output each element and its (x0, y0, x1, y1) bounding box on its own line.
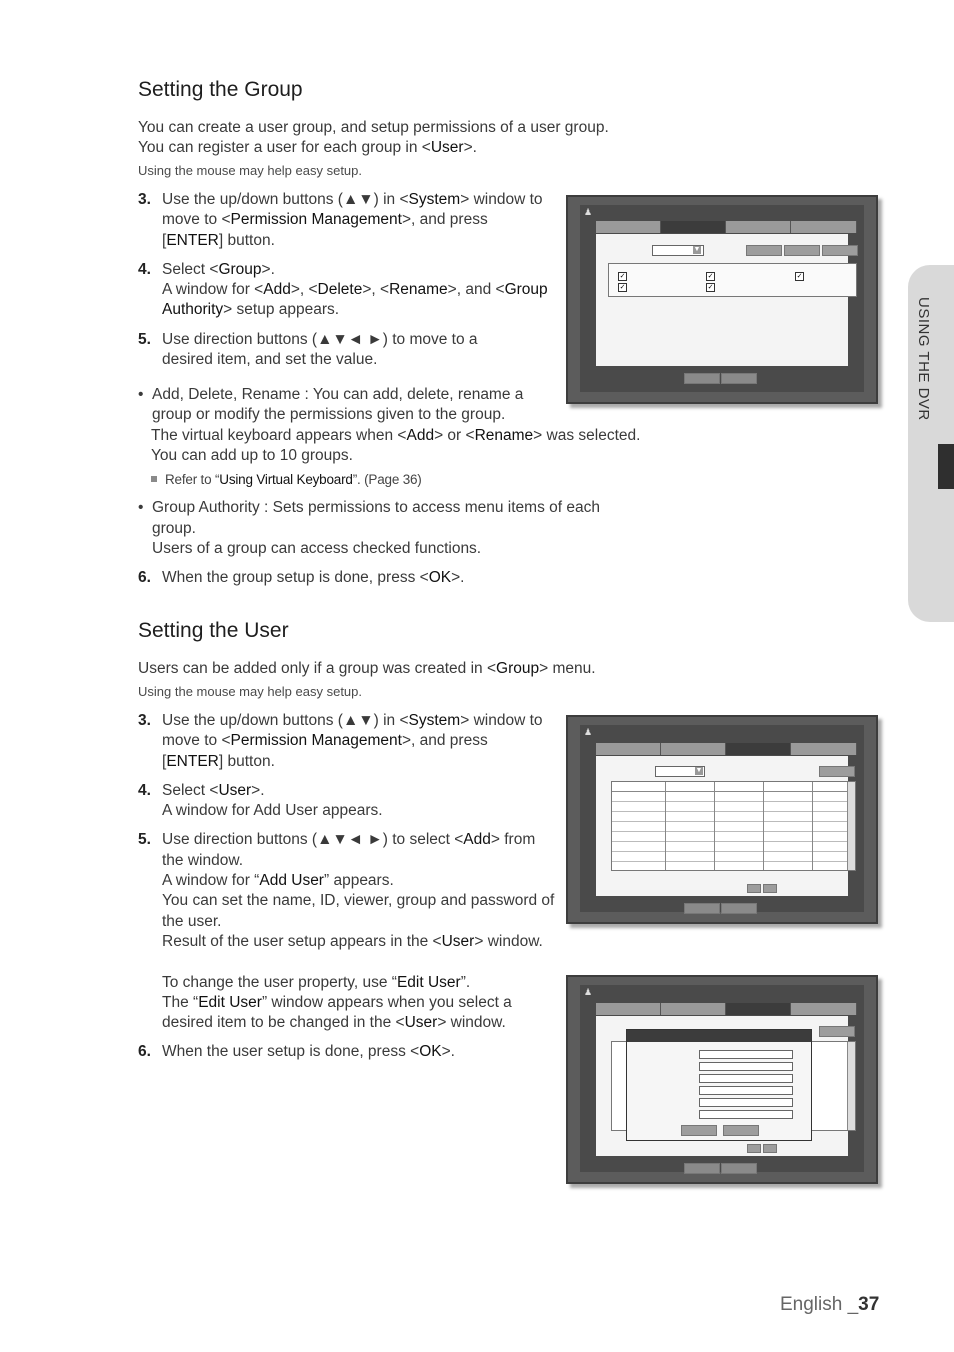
checkbox-checked-icon: ✓ (707, 273, 714, 280)
checkbox-checked-icon: ✓ (707, 284, 714, 291)
user-step-4: 4. Select <User>. A window for Add User appears. (138, 781, 383, 820)
prev-page-icon[interactable] (747, 884, 761, 893)
side-section-tab (908, 265, 954, 622)
group-intro-line2: You can register a user for each group in <User>. (138, 139, 477, 156)
person-icon: ♟ (584, 727, 593, 737)
next-page-icon[interactable] (763, 1144, 777, 1153)
user-step-6: 6. When the user setup is done, press <OK>. (138, 1043, 455, 1061)
user-screenshot (566, 715, 878, 924)
group-step-3: 3. Use the up/down buttons (▲▼) in <System> window to move to <Permission Management>, and press [ENTER] button. (138, 191, 543, 249)
group-heading: Setting the Group (138, 78, 303, 101)
prev-page-icon[interactable] (747, 1144, 761, 1153)
user-intro: Users can be added only if a group was created in <Group> menu. (138, 660, 596, 677)
checkbox-checked-icon: ✓ (619, 284, 626, 291)
group-bullet-authority: • Group Authority : Sets permissions to access menu items of each group. Users of a group can access checked functions. (138, 499, 600, 558)
side-tab-label: USING THE DVR (915, 297, 932, 421)
group-ref-note: Refer to “Using Virtual Keyboard”. (Page 36) (138, 470, 648, 490)
group-bullet-add: • Add, Delete, Rename : You can add, delete, rename a group or modify the permissions given to the group. (138, 386, 524, 424)
screenshot-tabbar (596, 1003, 848, 1015)
user-step-5: 5. Use direction buttons (▲▼◄ ►) to select <Add> from the window. A window for “Add User” appears. You can set the name, ID, viewer, group and password of the user. Result of the user setup appears in the <User> window. To change the user property, use “Edit User”. The “Edit User” window appears when you select a desired item to be changed in the <User> window. (138, 831, 555, 1032)
person-icon: ♟ (584, 207, 593, 217)
page-footer (780, 1294, 879, 1316)
user-steps (138, 711, 558, 1063)
scrollbar[interactable] (847, 782, 855, 870)
side-tab-marker (938, 444, 954, 489)
page-number: 37 (858, 1294, 880, 1315)
screenshot-pane (596, 756, 848, 896)
group-step-5: 5. Use direction buttons (▲▼◄ ►) to move to a desired item, and set the value. (138, 330, 478, 369)
user-heading: Setting the User (138, 619, 289, 642)
add-user-screenshot (566, 975, 878, 1184)
person-icon: ♟ (584, 987, 593, 997)
footer-language: English _ (780, 1294, 859, 1315)
group-screenshot (566, 195, 878, 404)
group-bullets (138, 385, 648, 589)
user-mouse-note: Using the mouse may help easy setup. (138, 684, 363, 699)
screenshot-tabbar (596, 743, 848, 755)
group-step-4: 4. Select <Group>. A window for <Add>, <Delete>, <Rename>, and <Group Authority> setup appears. (138, 260, 548, 319)
group-bullet-add-cont: The virtual keyboard appears when <Add> or <Rename> was selected. You can add up to 10 groups. (151, 426, 641, 464)
group-intro-line1: You can create a user group, and setup permissions of a user group. (138, 119, 609, 136)
add-user-popup (626, 1029, 812, 1141)
checkbox-checked-icon: ✓ (619, 273, 626, 280)
group-step-6: 6. When the group setup is done, press <OK>. (138, 569, 465, 587)
chevron-down-icon: ▼ (693, 246, 701, 253)
group-mouse-note: Using the mouse may help easy setup. (138, 163, 363, 178)
checkbox-checked-icon: ✓ (796, 273, 803, 280)
group-steps (138, 190, 548, 370)
screenshot-pane (596, 234, 848, 366)
user-step-3: 3. Use the up/down buttons (▲▼) in <System> window to move to <Permission Management>, and press [ENTER] button. (138, 712, 543, 770)
group-intro (138, 118, 678, 158)
note-square-icon (151, 476, 157, 482)
chevron-down-icon: ▼ (695, 767, 703, 774)
next-page-icon[interactable] (763, 884, 777, 893)
screenshot-tabbar (596, 221, 848, 233)
